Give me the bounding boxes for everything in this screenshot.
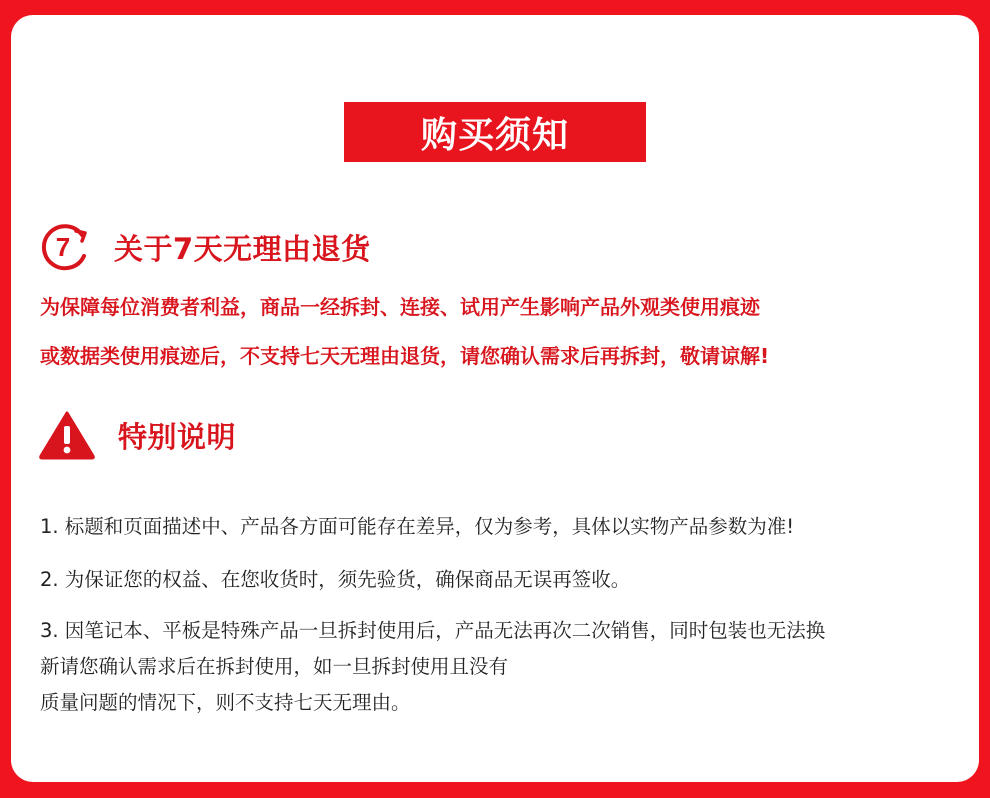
purchase-notice-banner	[344, 102, 646, 162]
return-icon-digit: 7	[55, 232, 71, 262]
special-note-item: 1. 标题和页面描述中、产品各方面可能存在差异，仅为参考，具体以实物产品参数为准!	[40, 515, 795, 538]
return-policy-line: 或数据类使用痕迹后，不支持七天无理由退货，请您确认需求后再拆封，敬请谅解!	[40, 344, 770, 368]
banner-title: 购买须知	[420, 114, 569, 156]
return-policy-header	[38, 220, 371, 274]
seven-day-return-icon	[38, 220, 92, 274]
return-policy-line: 为保障每位消费者利益，商品一经拆封、连接、试用产生影响产品外观类使用痕迹	[40, 295, 760, 319]
notice-card	[11, 15, 979, 782]
special-note-item-continued: 新请您确认需求后在拆封使用，如一旦拆封使用且没有	[40, 655, 509, 678]
special-notes-title: 特别说明	[118, 419, 237, 454]
special-note-item: 2. 为保证您的权益、在您收货时，须先验货，确保商品无误再签收。	[40, 568, 631, 591]
special-notes-header	[38, 410, 236, 460]
special-note-item: 3. 因笔记本、平板是特殊产品一旦拆封使用后，产品无法再次二次销售，同时包装也无法换	[40, 619, 826, 642]
warning-triangle-icon	[38, 410, 96, 460]
special-note-item-continued: 质量问题的情况下，则不支持七天无理由。	[40, 691, 411, 714]
return-policy-title: 关于7天无理由退货	[114, 231, 371, 266]
